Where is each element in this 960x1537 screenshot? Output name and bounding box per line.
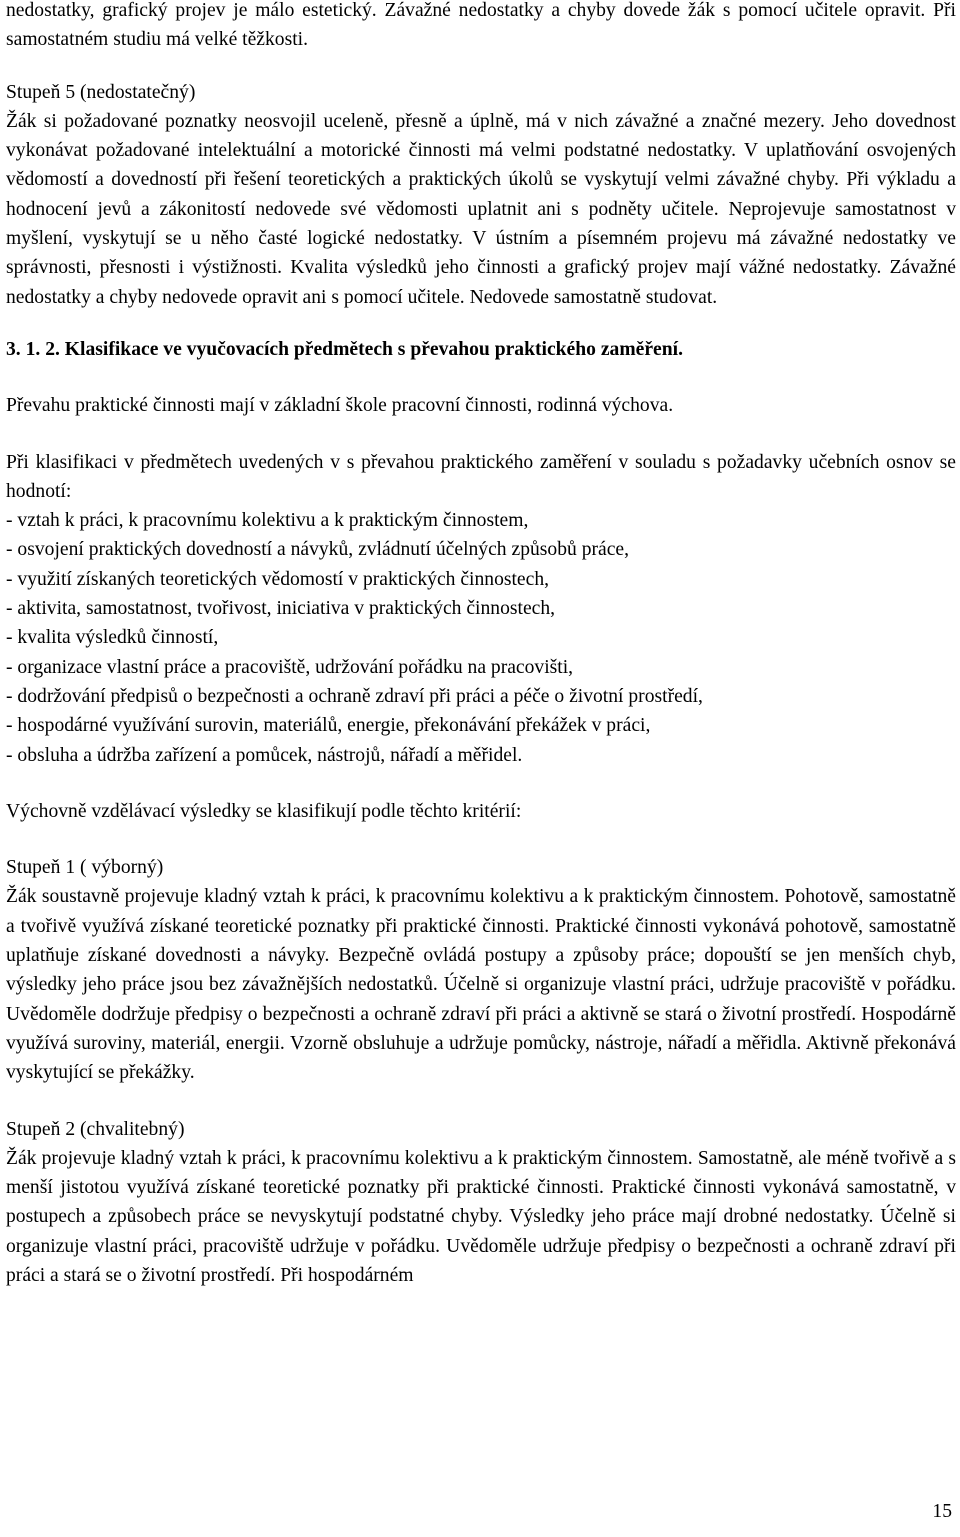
document-page <box>6 0 956 1290</box>
criteria-intro-paragraph: Při klasifikaci v předmětech uvedených v s převahou praktického zaměření v souladu s požadavky učebních osnov se hodnotí: <box>6 451 956 502</box>
list-item: - dodržování předpisů o bezpečnosti a ochraně zdraví při práci a péče o životní prostředí, <box>6 685 703 707</box>
practical-subjects-paragraph: Převahu praktické činnosti mají v základní škole pracovní činnosti, rodinná výchova. <box>6 395 674 417</box>
list-item: - obsluha a údržba zařízení a pomůcek, nástrojů, nářadí a měřidel. <box>6 744 523 766</box>
intro-tail-paragraph: nedostatky, grafický projev je málo estetický. Závažné nedostatky a chyby dovede žák s pomocí učitele opravit. Při samostatném studiu má velké těžkosti. <box>6 0 956 51</box>
criteria-list <box>6 506 956 770</box>
results-intro-paragraph: Výchovně vzdělávací výsledky se klasifikují podle těchto kritérií: <box>6 800 522 822</box>
list-item: - organizace vlastní práce a pracoviště, udržování pořádku na pracovišti, <box>6 656 574 678</box>
grade2-paragraph: Žák projevuje kladný vztah k práci, k pracovnímu kolektivu a k praktickým činnostem. Samostatně, ale méně tvořivě a s menší jistotou využívá získané teoretické poznatky při praktické činnosti. Praktické činnosti vykonává samostatně, v postupech a způsobech práce se nevyskytují podstatné chyby. Výsledky jeho práce mají drobné nedostatky. Účelně si organizuje vlastní práci, pracoviště udržuje v pořádku. Uvědoměle udržuje předpisy o bezpečnosti a ochraně zdraví při práci a stará se o životní prostředí. Při hospodárném <box>6 1147 956 1286</box>
list-item: - využití získaných teoretických vědomostí v praktických činnostech, <box>6 568 550 590</box>
grade5-paragraph: Žák si požadované poznatky neosvojil uceleně, přesně a úplně, má v nich závažné a značné mezery. Jeho dovednost vykonávat požadované intelektuální a motorické činnosti má velmi podstatné nedostatky. V uplatňování osvojených vědomostí a dovedností při řešení teoretických a praktických úkolů se vyskytují velmi závažné chyby. Při výkladu a hodnocení jevů a zákonitostí nedovede své vědomosti uplatnit ani s podněty učitele. Neprojevuje samostatnost v myšlení, vyskytují se u něho časté logické nedostatky. V ústním a písemném projevu má závažné nedostatky ve správnosti, přesnosti i výstižnosti. Kvalita výsledků jeho činnosti a grafický projev mají vážné nedostatky. Závažné nedostatky a chyby nedovede opravit ani s pomocí učitele. Nedovede samostatně studovat. <box>6 110 956 308</box>
grade5-title: Stupeň 5 (nedostatečný) <box>6 81 196 103</box>
grade1-title: Stupeň 1 ( výborný) <box>6 857 164 879</box>
section-heading: 3. 1. 2. Klasifikace ve vyučovacích předmětech s převahou praktického zaměření. <box>6 338 683 360</box>
list-item: - hospodárné využívání surovin, materiálů, energie, překonávání překážek v práci, <box>6 715 651 737</box>
page-number: 15 <box>932 1501 952 1522</box>
list-item: - kvalita výsledků činností, <box>6 627 219 649</box>
list-item: - aktivita, samostatnost, tvořivost, iniciativa v praktických činnostech, <box>6 598 556 620</box>
list-item: - osvojení praktických dovedností a návyků, zvládnutí účelných způsobů práce, <box>6 539 630 561</box>
grade2-title: Stupeň 2 (chvalitebný) <box>6 1118 185 1140</box>
list-item: - vztah k práci, k pracovnímu kolektivu a k praktickým činnostem, <box>6 510 529 532</box>
grade1-paragraph: Žák soustavně projevuje kladný vztah k práci, k pracovnímu kolektivu a k praktickým činnostem. Pohotově, samostatně a tvořivě využívá získané teoretické poznatky při praktické činnosti. Praktické činnosti vykonává pohotově, samostatně uplatňuje získané dovednosti a návyky. Bezpečně ovládá postupy a způsoby práce; dopouští se jen menších chyb, výsledky jeho práce jsou bez závažnějších nedostatků. Účelně si organizuje vlastní práci, udržuje pracoviště v pořádku. Uvědoměle dodržuje předpisy o bezpečnosti a ochraně zdraví při práci a aktivně se stará o životní prostředí. Hospodárně využívá suroviny, materiál, energii. Vzorně obsluhuje a udržuje pomůcky, nástroje, nářadí a měřidla. Aktivně překonává vyskytující se překážky. <box>6 886 956 1084</box>
